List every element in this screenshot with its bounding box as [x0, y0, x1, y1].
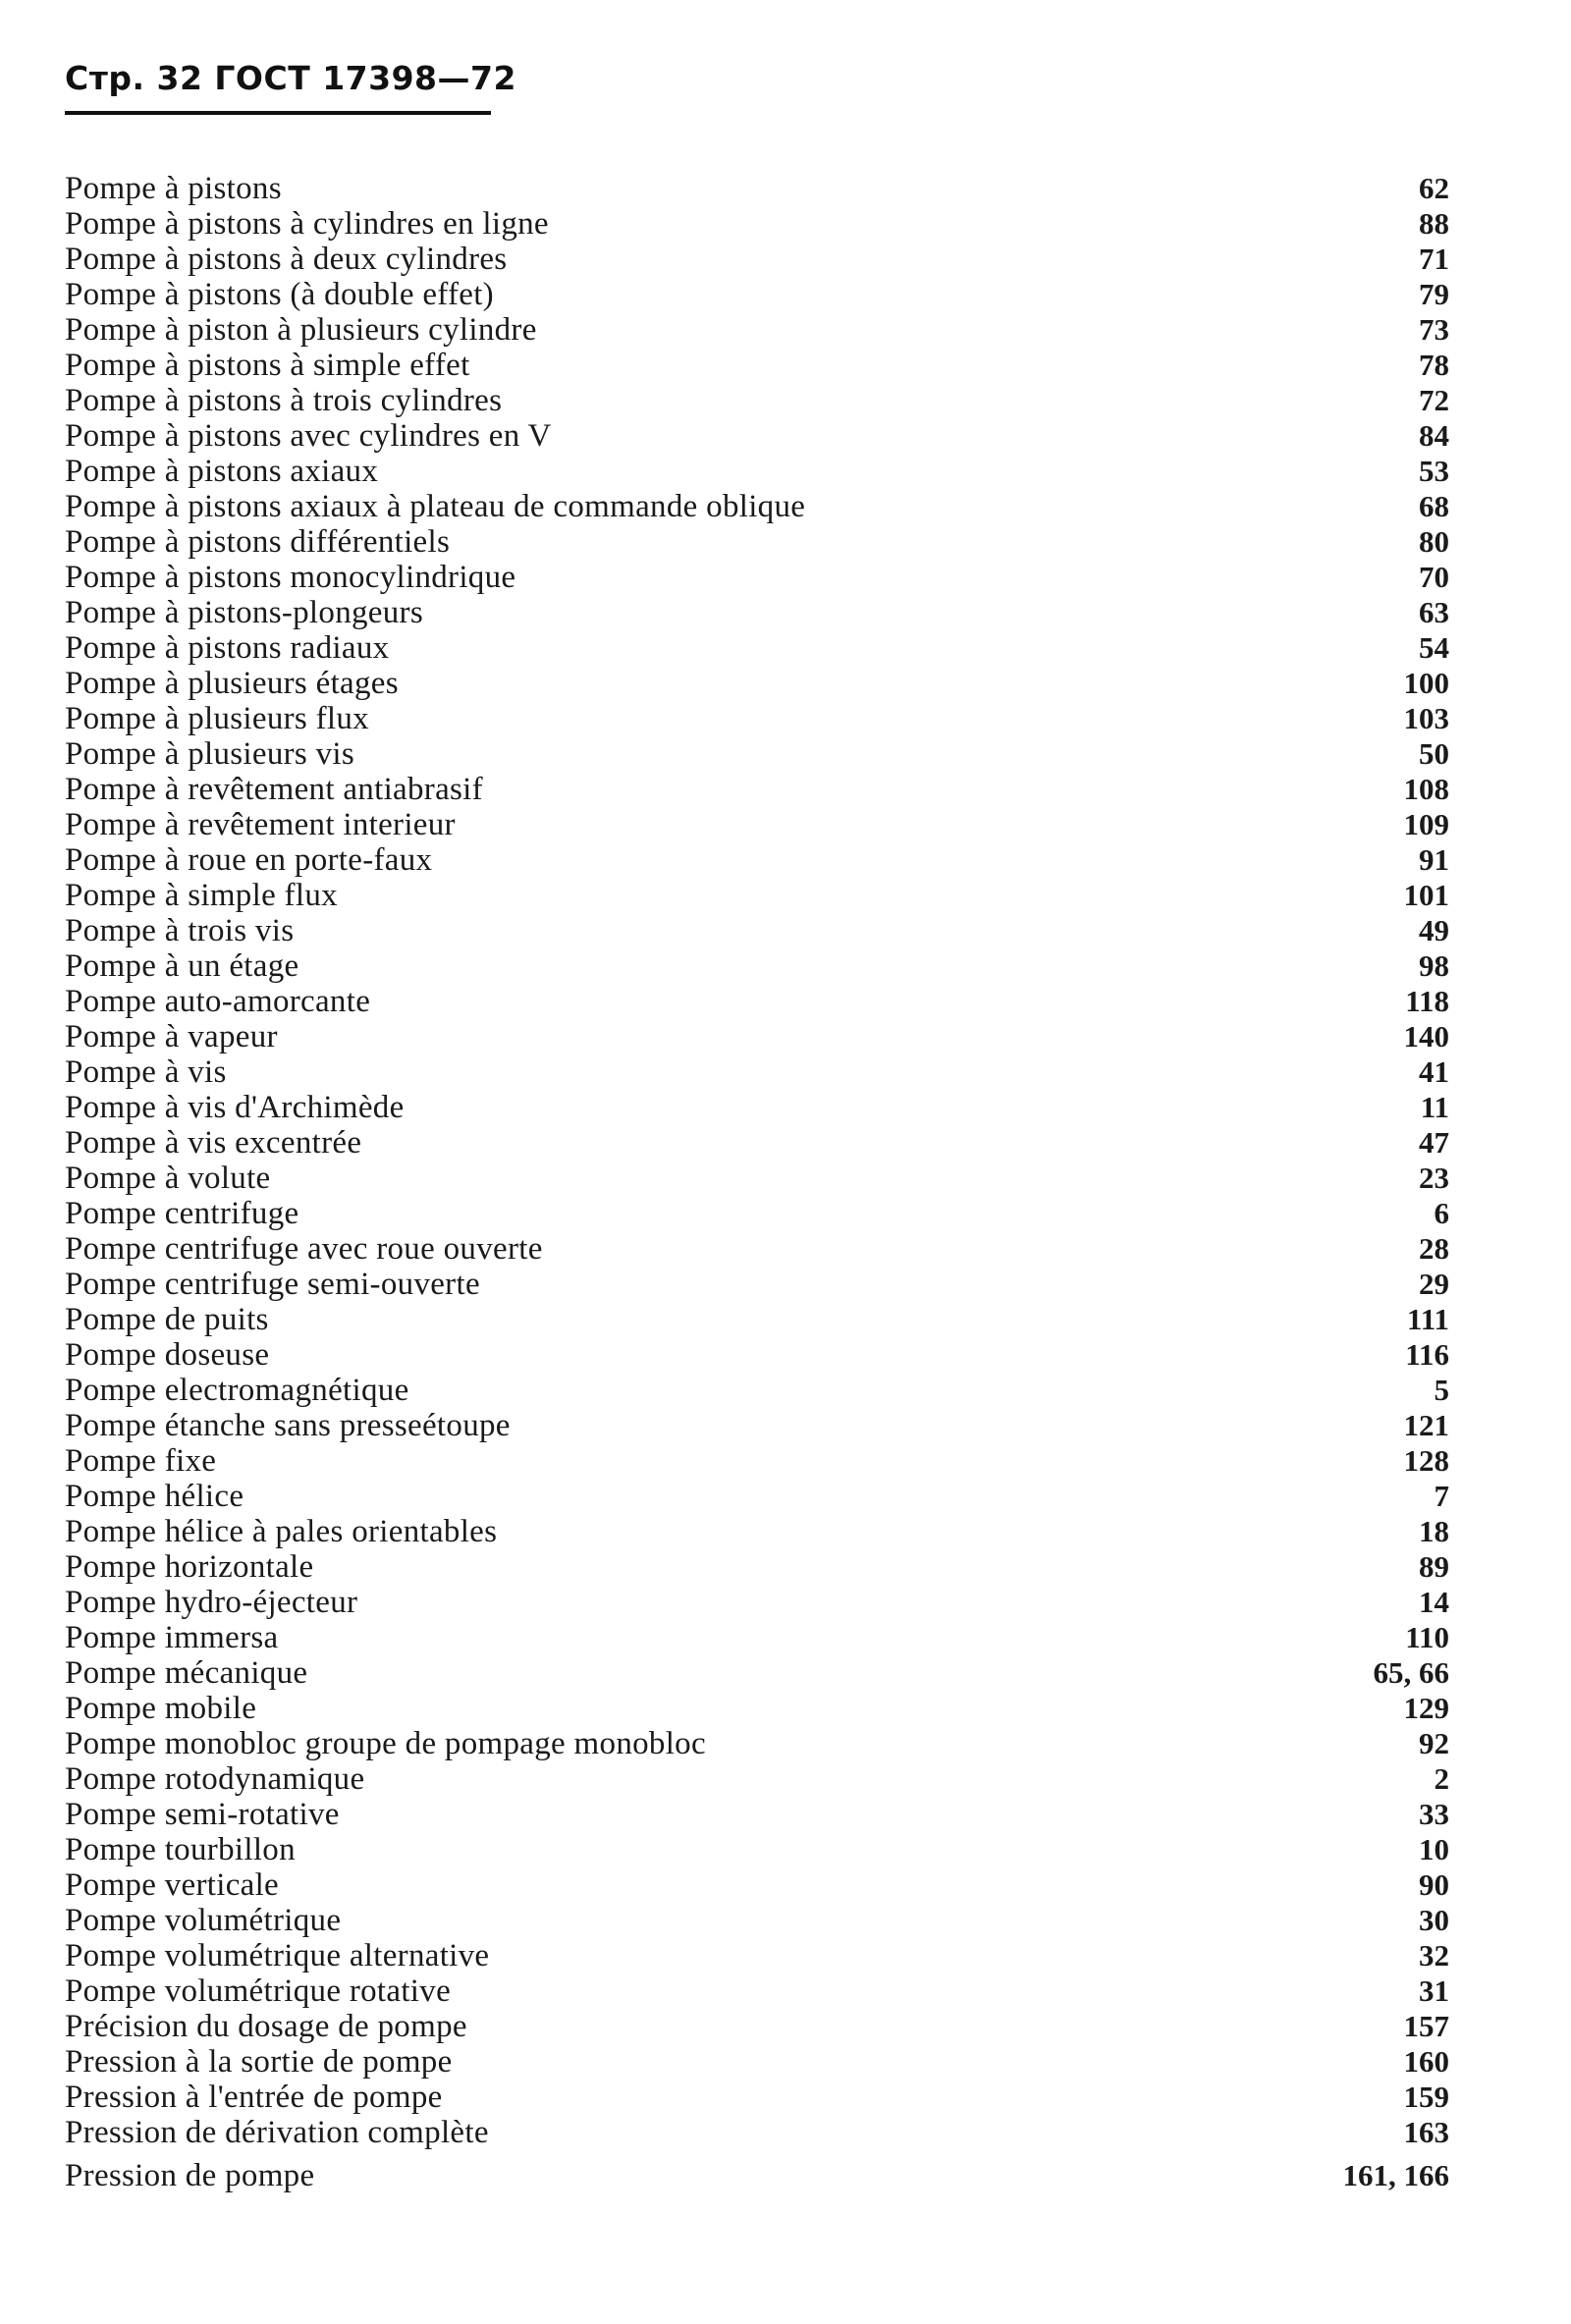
entry-term: Pompe à plusieurs étages: [65, 666, 399, 701]
index-entry: [65, 348, 1449, 383]
entry-number: 47: [1419, 1125, 1449, 1160]
entry-term: Pompe auto-amorcante: [65, 984, 371, 1019]
index-entry: [65, 206, 1449, 242]
entry-term: Pompe à pistons différentiels: [65, 524, 451, 560]
entry-number: 6: [1434, 1196, 1449, 1230]
entry-number: 91: [1419, 842, 1449, 877]
entry-number: 10: [1419, 1832, 1449, 1866]
entry-number: 140: [1403, 1019, 1449, 1054]
entry-number: 29: [1419, 1267, 1449, 1301]
index-entry: [65, 489, 1449, 524]
entry-term: Pompe hélice à pales orientables: [65, 1514, 498, 1549]
entry-term: Pompe à pistons à simple effet: [65, 348, 470, 383]
entry-term: Pompe hydro-éjecteur: [65, 1585, 358, 1620]
entry-number: 18: [1419, 1514, 1449, 1548]
entry-number: 110: [1405, 1620, 1449, 1654]
index-entry: [65, 1019, 1449, 1054]
index-entry: [65, 560, 1449, 595]
index-entry: [65, 1514, 1449, 1549]
entry-number: 121: [1403, 1408, 1449, 1442]
index-entry: [65, 842, 1449, 878]
entry-number: 80: [1419, 524, 1449, 559]
entry-term: Pompe hélice: [65, 1479, 244, 1514]
entry-term: Pompe mobile: [65, 1691, 257, 1726]
index-entry: [65, 1620, 1449, 1655]
entry-number: 2: [1434, 1761, 1449, 1796]
entry-term: Pompe centrifuge semi-ouverte: [65, 1267, 480, 1302]
entry-term: Pompe volumétrique: [65, 1903, 342, 1938]
entry-term: Pression à l'entrée de pompe: [65, 2080, 443, 2115]
entry-number: 49: [1419, 913, 1449, 947]
index-entry: [65, 1655, 1449, 1691]
index-entry: [65, 948, 1449, 984]
entry-term: Pression à la sortie de pompe: [65, 2044, 453, 2080]
entry-number: 23: [1419, 1161, 1449, 1195]
entry-term: Pompe fixe: [65, 1443, 217, 1479]
index-entry: [65, 1373, 1449, 1408]
entry-number: 62: [1419, 171, 1449, 205]
entry-number: 65, 66: [1373, 1655, 1449, 1690]
entry-number: 157: [1403, 2009, 1449, 2043]
entry-term: Pompe electromagnétique: [65, 1373, 409, 1408]
entry-term: Pompe à plusieurs vis: [65, 736, 355, 772]
entry-number: 53: [1419, 454, 1449, 488]
index-entry: [65, 1161, 1449, 1196]
entry-term: Pompe à vis excentrée: [65, 1125, 362, 1161]
entry-term: Pression de pompe: [65, 2158, 315, 2193]
index-entry: [65, 984, 1449, 1019]
entry-term: Pompe à revêtement antiabrasif: [65, 772, 483, 807]
entry-number: 54: [1419, 630, 1449, 665]
index-entry: [65, 418, 1449, 454]
entry-number: 103: [1403, 701, 1449, 735]
index-entry: [65, 630, 1449, 666]
index-entry: [65, 1832, 1449, 1867]
index-entry: [65, 383, 1449, 418]
entry-number: 109: [1403, 807, 1449, 841]
entry-term: Pompe centrifuge: [65, 1196, 299, 1231]
index-entry: [65, 1549, 1449, 1585]
entry-term: Pompe volumétrique rotative: [65, 1973, 452, 2009]
index-entry: [65, 171, 1449, 206]
entry-number: 28: [1419, 1231, 1449, 1266]
entry-term: Pompe à volute: [65, 1161, 271, 1196]
entry-number: 160: [1403, 2044, 1449, 2079]
index-entry: [65, 701, 1449, 736]
index-entry: [65, 1867, 1449, 1903]
entry-number: 63: [1419, 595, 1449, 629]
index-entry: [65, 1302, 1449, 1337]
entry-number: 11: [1420, 1090, 1449, 1124]
entry-number: 101: [1403, 878, 1449, 912]
entry-term: Pompe à pistons: [65, 171, 282, 206]
index-entry: [65, 1054, 1449, 1090]
entry-number: 5: [1434, 1373, 1449, 1407]
index-entry: [65, 1761, 1449, 1797]
entry-term: Pompe volumétrique alternative: [65, 1938, 490, 1973]
entry-number: 92: [1419, 1726, 1449, 1760]
entry-number: 72: [1419, 383, 1449, 417]
index-entry: [65, 1231, 1449, 1267]
index-entry: [65, 1938, 1449, 1973]
entry-term: Pompe verticale: [65, 1867, 280, 1903]
entry-term: Pompe à pistons monocylindrique: [65, 560, 516, 595]
entry-number: 108: [1403, 772, 1449, 806]
entry-term: Pompe à roue en porte-faux: [65, 842, 433, 878]
index-entry: [65, 1903, 1449, 1938]
entry-term: Pompe à vapeur: [65, 1019, 278, 1054]
index-entry: [65, 2080, 1449, 2115]
entry-number: 73: [1419, 312, 1449, 347]
entry-term: Pression de dérivation complète: [65, 2115, 489, 2150]
entry-term: Pompe à pistons axiaux: [65, 454, 379, 489]
entry-term: Pompe à pistons à trois cylindres: [65, 383, 503, 418]
entry-number: 68: [1419, 489, 1449, 523]
entry-number: 31: [1419, 1973, 1449, 2008]
entry-number: 128: [1403, 1443, 1449, 1478]
entry-term: Pompe tourbillon: [65, 1832, 296, 1867]
index-entry: [65, 1090, 1449, 1125]
index-entry: [65, 1973, 1449, 2009]
index-entry: [65, 2009, 1449, 2044]
index-entry: [65, 242, 1449, 277]
entry-number: 50: [1419, 736, 1449, 771]
index-entry: [65, 1726, 1449, 1761]
entry-term: Pompe doseuse: [65, 1337, 270, 1373]
index-entry: [65, 1443, 1449, 1479]
index-entry: [65, 1267, 1449, 1302]
index-entry: [65, 807, 1449, 842]
entry-term: Pompe mécanique: [65, 1655, 308, 1691]
entry-number: 14: [1419, 1585, 1449, 1619]
entry-number: 30: [1419, 1903, 1449, 1937]
entry-term: Pompe à simple flux: [65, 878, 338, 913]
entry-term: Pompe à pistons-plongeurs: [65, 595, 423, 630]
index-entry: [65, 1691, 1449, 1726]
index-entry: [65, 772, 1449, 807]
index-entry: [65, 312, 1449, 348]
entry-term: Pompe à pistons radiaux: [65, 630, 390, 666]
index-entry: [65, 1196, 1449, 1231]
index-entry: [65, 1797, 1449, 1832]
entry-term: Pompe à revêtement interieur: [65, 807, 456, 842]
entry-term: Pompe monobloc groupe de pompage monobloc: [65, 1726, 706, 1761]
entry-number: 163: [1403, 2115, 1449, 2149]
entry-term: Pompe à plusieurs flux: [65, 701, 369, 736]
index-entry: [65, 1479, 1449, 1514]
entry-term: Pompe centrifuge avec roue ouverte: [65, 1231, 543, 1267]
entry-number: 41: [1419, 1054, 1449, 1089]
entry-term: Pompe à pistons avec cylindres en V: [65, 418, 552, 454]
index-entry: [65, 524, 1449, 560]
index-entry: [65, 454, 1449, 489]
entry-term: Pompe à pistons à cylindres en ligne: [65, 206, 549, 242]
entry-term: Pompe à vis d'Archimède: [65, 1090, 405, 1125]
index-entry: [65, 1125, 1449, 1161]
entry-number: 33: [1419, 1797, 1449, 1831]
entry-term: Pompe étanche sans presseétoupe: [65, 1408, 511, 1443]
index-entry: [65, 2115, 1449, 2150]
entry-number: 116: [1405, 1337, 1449, 1372]
entry-number: 90: [1419, 1867, 1449, 1902]
entry-number: 78: [1419, 348, 1449, 382]
entry-term: Pompe à pistons axiaux à plateau de commande oblique: [65, 489, 806, 524]
entry-term: Pompe horizontale: [65, 1549, 314, 1585]
index-entry: [65, 913, 1449, 948]
entry-number: 70: [1419, 560, 1449, 594]
entry-term: Pompe rotodynamique: [65, 1761, 365, 1797]
index-entry: [65, 878, 1449, 913]
entry-term: Pompe de puits: [65, 1302, 269, 1337]
entry-number: 100: [1403, 666, 1449, 700]
entry-number: 88: [1419, 206, 1449, 241]
entry-number: 71: [1419, 242, 1449, 276]
entry-number: 111: [1406, 1302, 1449, 1336]
entry-number: 79: [1419, 277, 1449, 311]
entry-number: 7: [1434, 1479, 1449, 1513]
entry-term: Pompe à trois vis: [65, 913, 295, 948]
index-entry: [65, 595, 1449, 630]
entry-term: Pompe à vis: [65, 1054, 227, 1090]
index-entry: [65, 666, 1449, 701]
entry-number: 32: [1419, 1938, 1449, 1973]
entry-number: 89: [1419, 1549, 1449, 1584]
entry-number: 129: [1403, 1691, 1449, 1725]
index-entry: [65, 1337, 1449, 1373]
index-entry: [65, 1585, 1449, 1620]
index-list: [65, 171, 1449, 2193]
entry-number: 84: [1419, 418, 1449, 453]
entry-term: Pompe immersa: [65, 1620, 279, 1655]
entry-number: 159: [1403, 2080, 1449, 2114]
entry-term: Pompe semi-rotative: [65, 1797, 340, 1832]
entry-number: 98: [1419, 948, 1449, 983]
index-entry: [65, 2044, 1449, 2080]
running-head: Стр. 32 ГОСТ 17398—72: [65, 59, 516, 97]
entry-number: 118: [1405, 984, 1449, 1018]
header-rule: [65, 111, 491, 115]
entry-term: Pompe à pistons (à double effet): [65, 277, 494, 312]
entry-term: Précision du dosage de pompe: [65, 2009, 467, 2044]
entry-term: Pompe à pistons à deux cylindres: [65, 242, 508, 277]
index-entry: [65, 2158, 1449, 2193]
index-entry: [65, 1408, 1449, 1443]
entry-term: Pompe à piston à plusieurs cylindre: [65, 312, 537, 348]
entry-term: Pompe à un étage: [65, 948, 299, 984]
index-entry: [65, 736, 1449, 772]
index-entry: [65, 277, 1449, 312]
entry-number: 161, 166: [1342, 2158, 1449, 2192]
